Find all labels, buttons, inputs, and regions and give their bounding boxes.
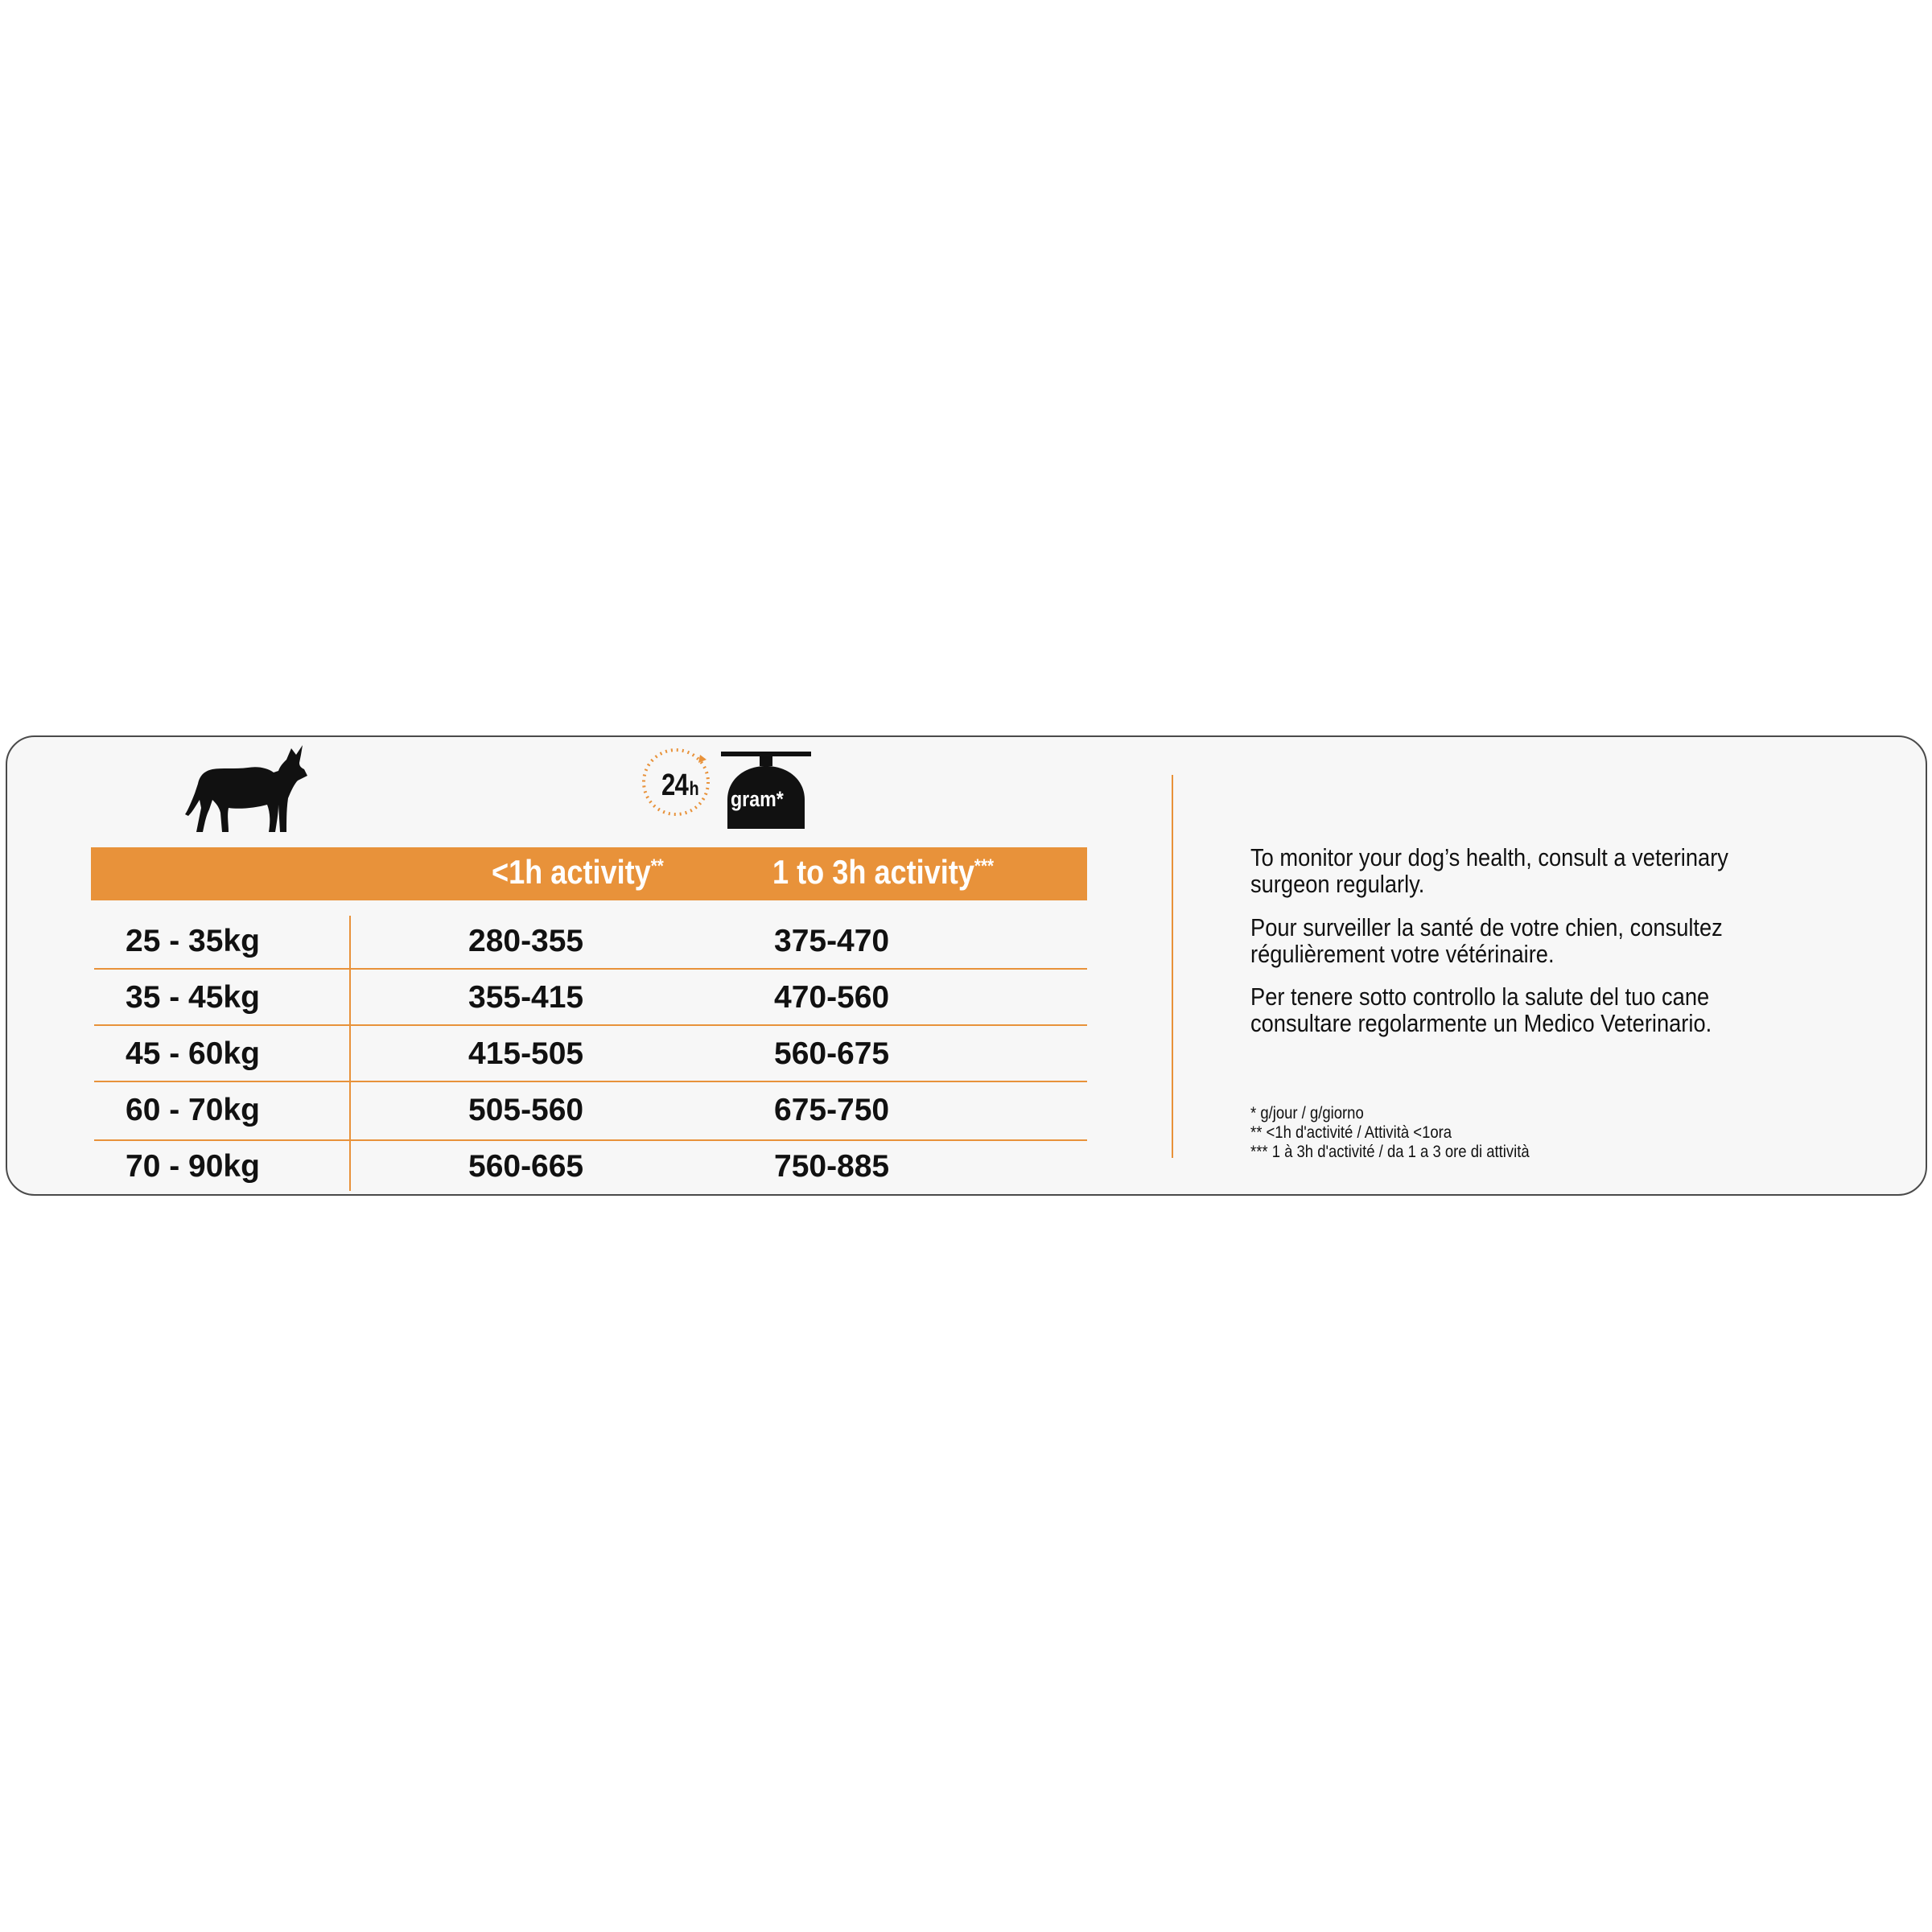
high-activity-cell: 750-885	[774, 1149, 890, 1184]
clock-label: 24h	[661, 768, 698, 802]
table-column-divider	[349, 916, 351, 1191]
row-separator	[94, 1024, 1087, 1026]
high-activity-cell: 560-675	[774, 1036, 890, 1071]
section-divider	[1172, 775, 1173, 1158]
row-separator	[94, 1081, 1087, 1082]
header-low-activity: <1h activity**	[492, 853, 664, 891]
weight-cell: 45 - 60kg	[126, 1036, 260, 1071]
row-separator	[94, 1139, 1087, 1141]
footnote: *** 1 à 3h d'activité / da 1 a 3 ore di attività	[1250, 1143, 1530, 1161]
weight-cell: 25 - 35kg	[126, 924, 260, 958]
weight-cell: 35 - 45kg	[126, 980, 260, 1015]
scale-label: gram*	[731, 787, 784, 811]
footnote: ** <1h d'activité / Attività <1ora	[1250, 1123, 1452, 1142]
footnote: * g/jour / g/giorno	[1250, 1104, 1364, 1123]
low-activity-cell: 505-560	[468, 1093, 584, 1127]
low-activity-cell: 280-355	[468, 924, 584, 958]
note-english: To monitor your dog’s health, consult a veterinary surgeon regularly.	[1250, 843, 1728, 898]
note-italian: Per tenere sotto controllo la salute del tuo cane consultare regolarmente un Medico Veterinario.	[1250, 982, 1712, 1037]
low-activity-cell: 355-415	[468, 980, 584, 1015]
dog-silhouette-icon	[183, 744, 309, 834]
row-separator	[94, 968, 1087, 970]
header-high-activity: 1 to 3h activity***	[772, 853, 995, 891]
low-activity-cell: 560-665	[468, 1149, 584, 1184]
low-activity-cell: 415-505	[468, 1036, 584, 1071]
high-activity-cell: 675-750	[774, 1093, 890, 1127]
note-french: Pour surveiller la santé de votre chien, consultez régulièrement votre vétérinaire.	[1250, 913, 1723, 968]
weight-cell: 70 - 90kg	[126, 1149, 260, 1184]
high-activity-cell: 470-560	[774, 980, 890, 1015]
weight-cell: 60 - 70kg	[126, 1093, 260, 1127]
high-activity-cell: 375-470	[774, 924, 890, 958]
